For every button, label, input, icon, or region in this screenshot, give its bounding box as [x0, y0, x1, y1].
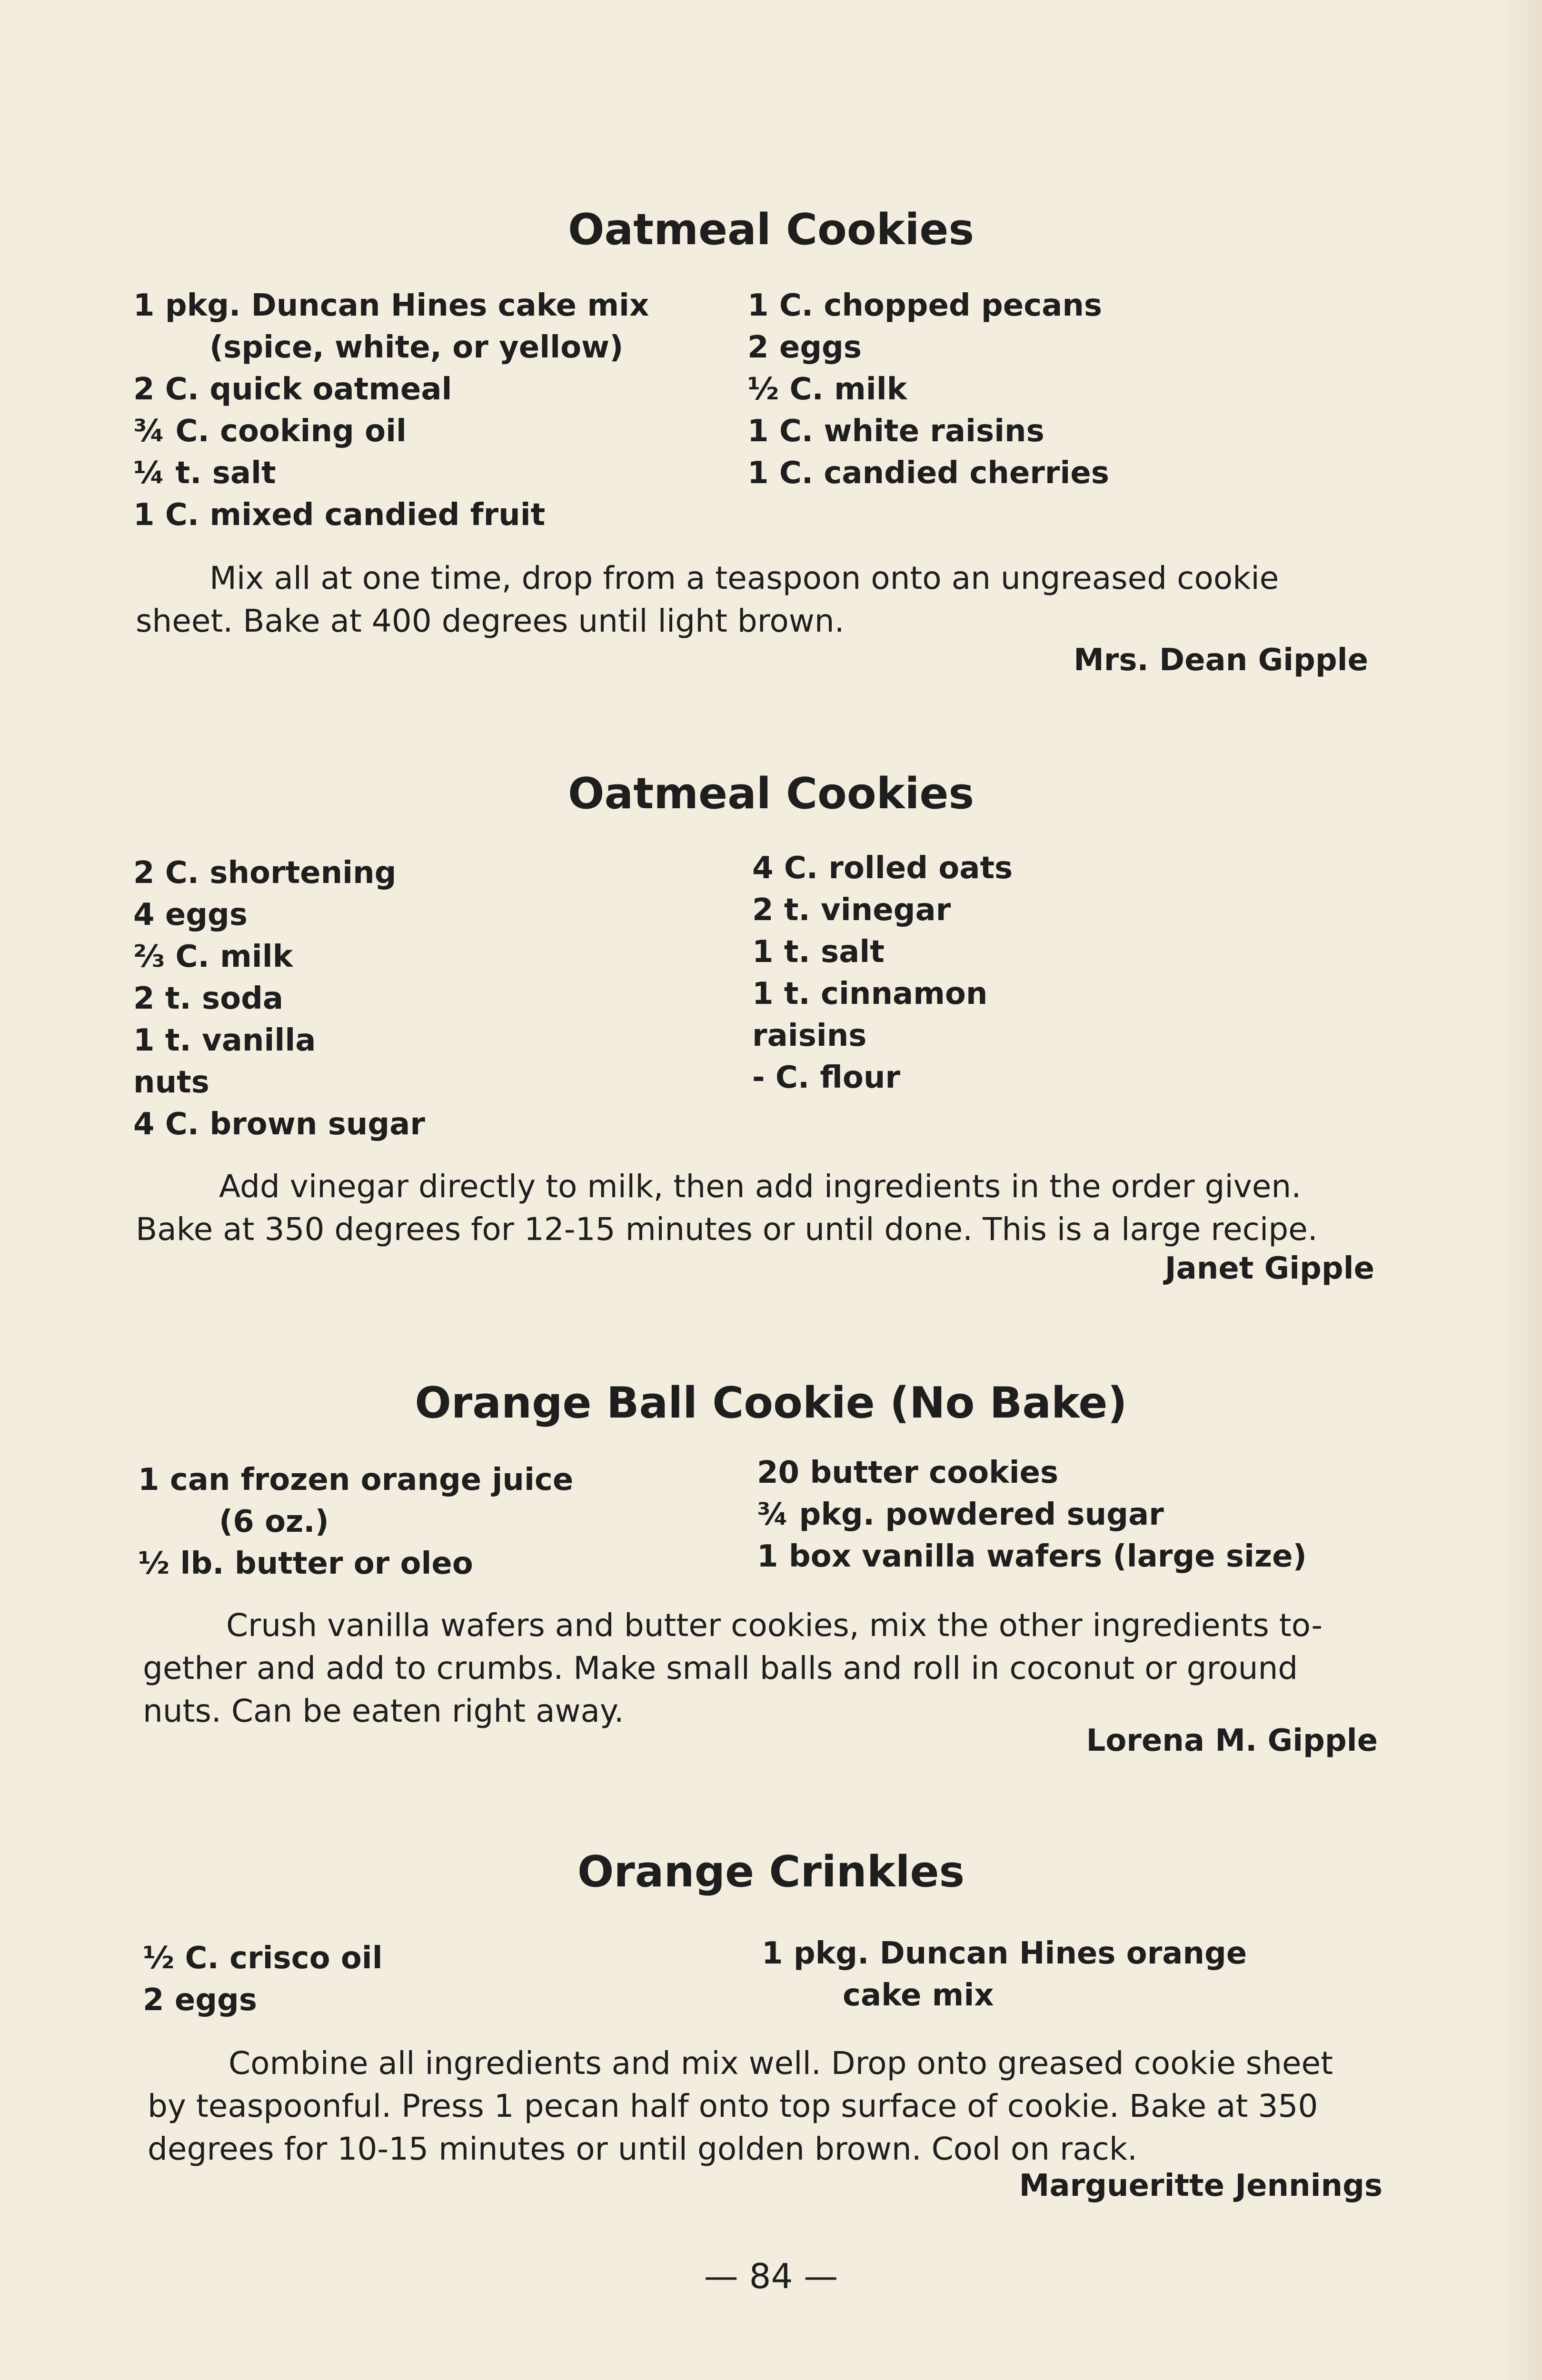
ingredient: ½ C. milk: [747, 372, 907, 407]
ingredient: 1 pkg. Duncan Hines cake mix: [133, 288, 649, 323]
ingredient: ⅔ C. milk: [133, 939, 293, 974]
directions-line: nuts. Can be eaten right away.: [143, 1693, 624, 1729]
ingredient: 2 C. shortening: [133, 855, 397, 891]
ingredient: 1 C. candied cherries: [747, 456, 1109, 491]
ingredient: 4 C. brown sugar: [133, 1107, 425, 1142]
directions-line: Mix all at one time, drop from a teaspoon onto an ungreased cookie: [209, 560, 1279, 596]
ingredient: ¾ C. cooking oil: [133, 414, 407, 449]
recipe-title: Orange Crinkles: [577, 1847, 965, 1897]
ingredient: 1 box vanilla wafers (large size): [757, 1539, 1307, 1574]
ingredient: 1 can frozen orange juice: [138, 1462, 574, 1497]
recipe-author: Mrs. Dean Gipple: [1074, 643, 1368, 678]
recipe-title: Oatmeal Cookies: [567, 769, 975, 819]
ingredient: 1 C. mixed candied fruit: [133, 497, 546, 533]
directions-line: sheet. Bake at 400 degrees until light brown.: [136, 603, 845, 639]
ingredient: 2 eggs: [143, 1983, 257, 2018]
ingredient: ¾ pkg. powdered sugar: [757, 1497, 1164, 1532]
ingredient: 1 t. cinnamon: [752, 976, 988, 1012]
ingredient: 4 C. rolled oats: [752, 851, 1013, 886]
ingredient: ½ lb. butter or oleo: [138, 1546, 473, 1581]
ingredient: 2 t. vinegar: [752, 892, 951, 928]
ingredient: cake mix: [843, 1978, 994, 2013]
ingredient: 1 t. salt: [752, 934, 885, 970]
ingredient: (6 oz.): [219, 1504, 329, 1539]
recipe-title: Oatmeal Cookies: [567, 205, 975, 255]
directions-line: Crush vanilla wafers and butter cookies, mix the other ingredients to-: [226, 1607, 1323, 1644]
ingredient: 1 C. white raisins: [747, 414, 1045, 449]
ingredient: ¼ t. salt: [133, 456, 276, 491]
ingredient: raisins: [752, 1018, 867, 1053]
ingredient: 4 eggs: [133, 897, 248, 932]
recipe-author: Janet Gipple: [1164, 1251, 1374, 1286]
ingredient: 1 pkg. Duncan Hines orange: [762, 1936, 1247, 1971]
directions-line: gether and add to crumbs. Make small balls and roll in coconut or ground: [143, 1650, 1298, 1686]
recipe-author: Margueritte Jennings: [1019, 2168, 1383, 2203]
ingredient: 20 butter cookies: [757, 1455, 1059, 1490]
directions-line: by teaspoonful. Press 1 pecan half onto top surface of cookie. Bake at 350: [148, 2088, 1318, 2124]
ingredient: - C. flour: [752, 1060, 900, 1095]
ingredient: 1 t. vanilla: [133, 1023, 316, 1058]
directions-line: Add vinegar directly to milk, then add ingredients in the order given.: [219, 1168, 1302, 1205]
recipe-title: Orange Ball Cookie (No Bake): [415, 1378, 1127, 1428]
page-number: — 84 —: [704, 2256, 838, 2296]
ingredient: nuts: [133, 1065, 209, 1100]
directions-line: degrees for 10-15 minutes or until golden brown. Cool on rack.: [148, 2131, 1138, 2167]
directions-line: Bake at 350 degrees for 12-15 minutes or until done. This is a large recipe.: [136, 1211, 1318, 1248]
ingredient: 2 eggs: [747, 330, 862, 365]
ingredient: 2 C. quick oatmeal: [133, 372, 452, 407]
directions-line: Combine all ingredients and mix well. Drop onto greased cookie sheet: [229, 2045, 1333, 2082]
ingredient: 2 t. soda: [133, 981, 284, 1016]
page-edge-shadow: [1499, 0, 1542, 2380]
ingredient: (spice, white, or yellow): [209, 330, 624, 365]
ingredient: 1 C. chopped pecans: [747, 288, 1102, 323]
ingredient: ½ C. crisco oil: [143, 1941, 383, 1976]
recipe-author: Lorena M. Gipple: [1086, 1723, 1378, 1758]
